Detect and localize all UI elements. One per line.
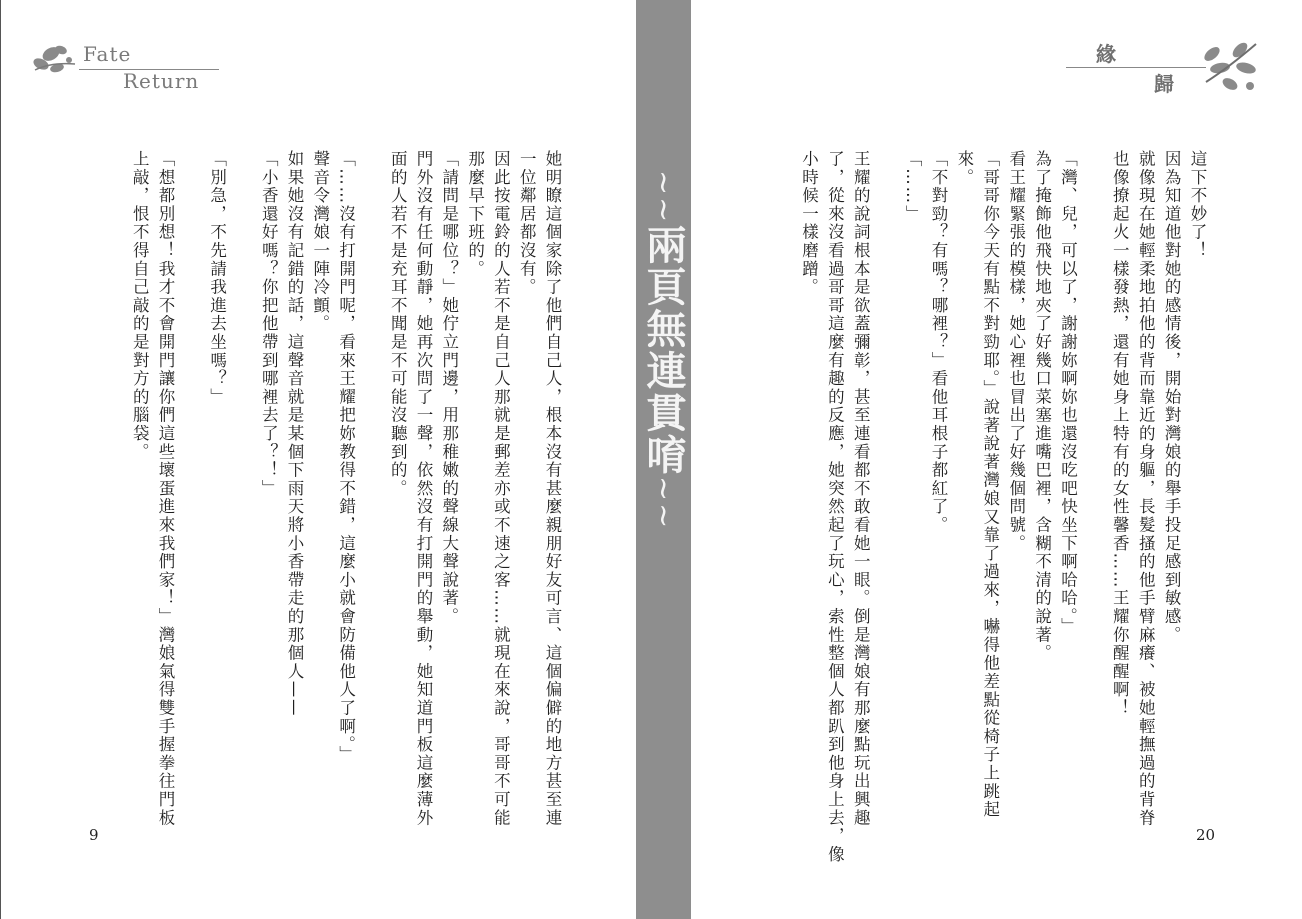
divider-note xyxy=(636,170,691,531)
header-rule-right xyxy=(1066,67,1206,68)
page-number-left: 9 xyxy=(89,826,99,844)
left-text-column-7: 面的人若不是充耳不聞是不可能沒聽到的。 xyxy=(388,150,408,498)
right-text-column-2: 因為知道他對她的感情後，開始對灣娘的舉手投足感到敏感。 xyxy=(1162,150,1182,645)
right-text-column-15: 了，從來沒看過哥哥這麼有趣的反應，她突然起了玩心，索性整個人都趴到他身上去，像 xyxy=(825,150,845,864)
right-text-column-4: 也像撩起火一樣發熱，還有她身上特有的女性馨香……王耀你醒醒啊！ xyxy=(1110,150,1130,718)
right-text-column-11: 「不對勁？有嗎？哪裡？」看他耳根子都紅了。 xyxy=(929,150,948,535)
leaf-branch-icon xyxy=(1198,38,1262,96)
right-text-column-6: 「灣、兒，可以了，謝謝妳啊妳也還沒吃吧快坐下啊哈哈。」 xyxy=(1058,150,1078,636)
page-number-right: 20 xyxy=(1196,826,1216,844)
left-page-header xyxy=(31,38,221,98)
header-char-gui: 歸 xyxy=(1154,72,1174,96)
center-divider xyxy=(636,0,691,919)
right-text-column-12: 「……」 xyxy=(903,150,923,224)
right-text-column-10: 來。 xyxy=(954,150,974,187)
left-text-column-10: 聲音令灣娘一陣冷顫。 xyxy=(310,150,330,333)
divider-tilde-bottom: ~~ xyxy=(646,476,681,531)
divider-title: 兩頁無連貫唷 xyxy=(640,224,687,477)
left-text-column-14: 「別急，不先請我進去坐嗎？」 xyxy=(207,150,227,407)
left-text-column-3: 因此按電鈴的人若不是自己人那就是郵差亦或不速之客……就現在來說，哥哥不可能 xyxy=(491,150,511,828)
right-text-column-3: 就像現在她輕柔地拍他的背而靠近的身軀，長髮搔的他手臂麻癢、被她輕撫過的背脊 xyxy=(1136,150,1156,828)
left-text-column-1: 她明瞭這個家除了他們自己人，根本沒有甚麼親朋好友可言、這個偏僻的地方甚至連 xyxy=(543,150,562,828)
left-text-column-6: 門外沒有任何動靜，她再次問了一聲，依然沒有打開門的舉動，她知道門板這麼薄外 xyxy=(414,150,433,828)
left-text-column-2: 一位鄰居都沒有。 xyxy=(517,150,537,297)
right-page-header xyxy=(1066,38,1266,98)
right-text-column-7: 為了掩飾他飛快地夾了好幾口菜塞進嘴巴裡，含糊不清的說著。 xyxy=(1032,150,1052,663)
header-char-yuan: 緣 xyxy=(1096,42,1116,66)
left-text-column-16: 「想都別想！我才不會開門讓你們這些壞蛋進來我們家！」灣娘氣得雙手握拳往門板 xyxy=(156,150,175,828)
right-text-column-9: 「哥哥你今天有點不對勁耶。」說著說著灣娘又靠了過來，嚇得他差點從椅子上跳起 xyxy=(980,150,1000,819)
left-text-column-9: 「……沒有打開門呢，看來王耀把妳教得不錯，這麼小就會防備他人了啊。」 xyxy=(336,150,356,764)
header-return: Return xyxy=(123,69,200,93)
divider-tilde-top: ~~ xyxy=(646,170,681,225)
right-text-column-14: 王耀的說詞根本是欲蓋彌彰，甚至連看都不敢看她一眼。倒是灣娘有那麼點玩出興趣 xyxy=(851,150,871,828)
left-text-column-11: 如果她沒有記錯的話，這聲音就是某個下雨天將小香帶走的那個人—— xyxy=(285,150,304,718)
left-text-column-12: 「小香還好嗎？你把他帶到哪裡去了？！」 xyxy=(259,150,279,498)
left-text-column-5: 「請問是哪位？」她佇立門邊，用那稚嫩的聲線大聲說著。 xyxy=(439,150,459,626)
right-text-column-1: 這下不妙了！ xyxy=(1188,150,1207,260)
left-text-column-4: 那麼早下班的。 xyxy=(465,150,485,279)
right-text-column-16: 小時候一樣磨蹭。 xyxy=(799,150,819,297)
left-text-column-17: 上敲，恨不得自己敲的是對方的腦袋。 xyxy=(130,150,150,462)
left-page xyxy=(0,0,637,919)
leaf-ornament-icon xyxy=(31,40,79,80)
header-fate: Fate xyxy=(83,42,132,66)
right-text-column-8: 看王耀緊張的模樣，她心裡也冒出了好幾個問號。 xyxy=(1006,150,1026,553)
